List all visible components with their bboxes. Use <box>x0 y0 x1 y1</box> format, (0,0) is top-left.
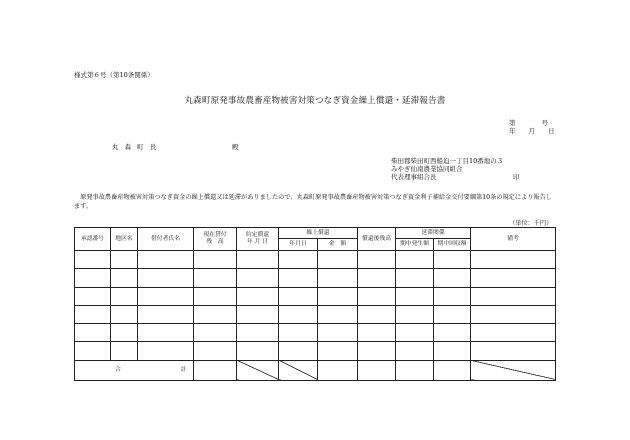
table-cell[interactable] <box>75 342 111 360</box>
table-cell[interactable] <box>194 324 237 342</box>
table-cell[interactable] <box>111 305 138 323</box>
table-cell[interactable] <box>358 269 396 287</box>
table-row <box>75 305 556 323</box>
table-cell[interactable] <box>358 251 396 269</box>
table-cell[interactable] <box>138 305 194 323</box>
table-cell[interactable] <box>138 287 194 305</box>
table-cell[interactable] <box>396 287 434 305</box>
table-row <box>75 342 556 360</box>
table-cell[interactable] <box>111 342 138 360</box>
header-district: 地区名 <box>111 228 138 251</box>
table-cell[interactable] <box>471 269 556 287</box>
table-cell[interactable] <box>434 342 471 360</box>
total-remarks-struck <box>471 360 556 380</box>
table-cell[interactable] <box>471 305 556 323</box>
header-repayment-amount: 金 額 <box>318 239 358 251</box>
table-cell[interactable] <box>471 342 556 360</box>
table-cell[interactable] <box>318 305 358 323</box>
table-cell[interactable] <box>237 269 279 287</box>
table-cell[interactable] <box>111 324 138 342</box>
header-delinquency: 延滞関係 <box>396 228 471 239</box>
table-cell[interactable] <box>237 251 279 269</box>
table-cell[interactable] <box>75 324 111 342</box>
total-scheduled-date-struck <box>237 360 279 380</box>
total-period-collected[interactable] <box>434 360 471 380</box>
table-cell[interactable] <box>237 324 279 342</box>
table-cell[interactable] <box>194 305 237 323</box>
total-label <box>75 360 194 380</box>
table-cell[interactable] <box>111 287 138 305</box>
table-cell[interactable] <box>194 342 237 360</box>
table-cell[interactable] <box>194 251 237 269</box>
table-cell[interactable] <box>434 287 471 305</box>
header-early-repayment: 繰上償還 <box>279 228 358 239</box>
header-scheduled-date: 約定償還 年 月 日 <box>237 228 279 251</box>
table-cell[interactable] <box>318 287 358 305</box>
total-label-left: 合 <box>115 366 121 373</box>
table-cell[interactable] <box>396 251 434 269</box>
table-cell[interactable] <box>358 305 396 323</box>
table-cell[interactable] <box>279 324 318 342</box>
table-cell[interactable] <box>237 287 279 305</box>
sender-organization: みやぎ仙南農業協同組合 <box>391 165 463 173</box>
table-cell[interactable] <box>434 269 471 287</box>
table-cell[interactable] <box>194 287 237 305</box>
table-cell[interactable] <box>434 324 471 342</box>
table-row <box>75 287 556 305</box>
table-cell[interactable] <box>75 305 111 323</box>
table-cell[interactable] <box>279 269 318 287</box>
table-cell[interactable] <box>471 251 556 269</box>
document-title: 丸森町原発事故農畜産物被害対策つなぎ資金繰上償還・延滞報告書 <box>184 96 446 106</box>
table-row <box>75 251 556 269</box>
table-cell[interactable] <box>396 305 434 323</box>
report-body-text: 原発事故農畜産物被害対策つなぎ資金の繰上償還又は延滞がありましたので、丸森町原発事故農畜産物被害対策つなぎ資金利子補給金交付要綱第10条の規定により報告します。 <box>74 194 552 210</box>
unit-label: （単位：千円） <box>509 220 553 227</box>
table-row <box>75 324 556 342</box>
total-repayment-date-struck <box>279 360 318 380</box>
honorific: 殿 <box>232 143 239 151</box>
table-cell[interactable] <box>111 269 138 287</box>
table-cell[interactable] <box>318 324 358 342</box>
total-period-occurred[interactable] <box>396 360 434 380</box>
table-cell[interactable] <box>318 342 358 360</box>
table-cell[interactable] <box>396 324 434 342</box>
table-cell[interactable] <box>279 305 318 323</box>
table-cell[interactable] <box>396 269 434 287</box>
table-cell[interactable] <box>318 269 358 287</box>
table-cell[interactable] <box>138 324 194 342</box>
total-repayment-amount[interactable] <box>318 360 358 380</box>
header-remarks: 備考 <box>471 228 556 251</box>
table-cell[interactable] <box>358 342 396 360</box>
table-cell[interactable] <box>279 251 318 269</box>
table-cell[interactable] <box>111 251 138 269</box>
header-balance-after: 償還後残高 <box>358 228 396 251</box>
header-repayment-date: 年月日 <box>279 239 318 251</box>
table-cell[interactable] <box>471 324 556 342</box>
header-period-collected: 期中回収額 <box>434 239 471 251</box>
sender-representative: 代表理事組合長 <box>391 173 437 181</box>
table-cell[interactable] <box>471 287 556 305</box>
table-cell[interactable] <box>434 305 471 323</box>
addressee: 丸 森 町 長 <box>112 143 159 151</box>
header-period-occurred: 期中発生額 <box>396 239 434 251</box>
table-cell[interactable] <box>237 342 279 360</box>
seal-mark: 印 <box>513 173 520 181</box>
table-cell[interactable] <box>75 251 111 269</box>
header-borrower: 借付者氏名 <box>138 228 194 251</box>
table-cell[interactable] <box>138 251 194 269</box>
total-current-balance[interactable] <box>194 360 237 380</box>
table-cell[interactable] <box>75 287 111 305</box>
table-cell[interactable] <box>237 305 279 323</box>
total-label-right: 計 <box>180 366 187 373</box>
report-table <box>74 227 556 381</box>
table-cell[interactable] <box>358 324 396 342</box>
table-cell[interactable] <box>138 269 194 287</box>
sender-address: 柴田郡柴田町西船迫一丁目10番地の３ <box>391 157 504 165</box>
total-row <box>75 360 556 380</box>
table-cell[interactable] <box>279 287 318 305</box>
document-number: 第 号 <box>509 119 548 127</box>
header-current-balance: 現在貸付 残 高 <box>194 228 237 251</box>
document-date: 年 月 日 <box>509 127 555 135</box>
table-cell[interactable] <box>396 342 434 360</box>
table-cell[interactable] <box>75 269 111 287</box>
total-balance-after[interactable] <box>358 360 396 380</box>
table-cell[interactable] <box>434 251 471 269</box>
table-cell[interactable] <box>358 287 396 305</box>
table-row <box>75 269 556 287</box>
form-number: 様式第６号（第10条関係） <box>74 71 154 79</box>
table-cell[interactable] <box>194 269 237 287</box>
table-cell[interactable] <box>318 251 358 269</box>
header-approval-number: 承認番号 <box>75 228 111 251</box>
table-cell[interactable] <box>138 342 194 360</box>
table-cell[interactable] <box>279 342 318 360</box>
